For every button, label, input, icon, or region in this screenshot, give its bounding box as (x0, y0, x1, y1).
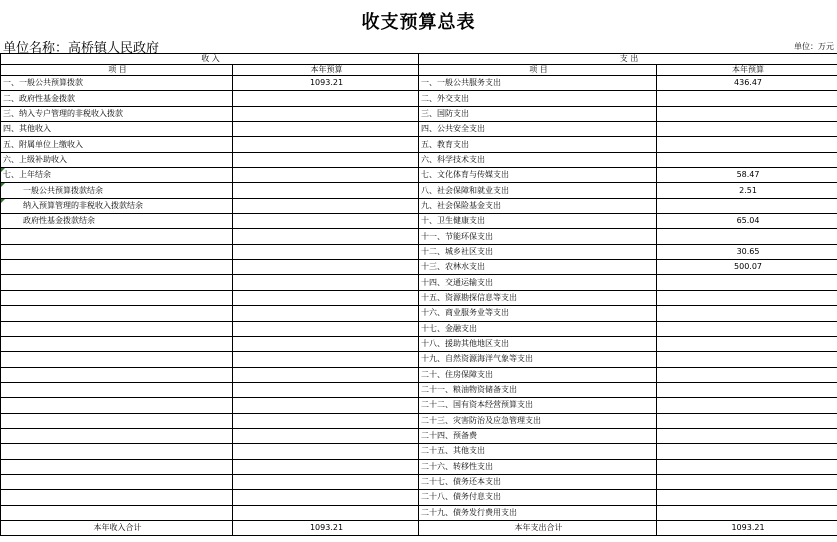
income-item-cell (1, 413, 233, 428)
table-row (1, 505, 837, 520)
expense-item-header: 项 目 (419, 65, 657, 76)
expense-budget-header: 本年预算 (657, 65, 837, 76)
expense-item-cell: 二、外交支出 (419, 91, 657, 106)
section-header-row (1, 54, 837, 65)
income-item-cell (1, 352, 233, 367)
expense-item-cell: 二十九、债务发行费用支出 (419, 505, 657, 520)
expense-budget-cell: 500.07 (657, 260, 837, 275)
expense-item-cell: 十八、援助其他地区支出 (419, 336, 657, 351)
table-row (1, 321, 837, 336)
income-budget-cell (233, 382, 419, 397)
income-budget-cell (233, 137, 419, 152)
table-row (1, 413, 837, 428)
income-item-cell (1, 444, 233, 459)
expense-budget-cell (657, 428, 837, 443)
table-row (1, 490, 837, 505)
table-row (1, 336, 837, 351)
income-budget-cell (233, 106, 419, 121)
page-title: 收支预算总表 (361, 12, 476, 33)
unit-label: 单位：万元 (794, 42, 834, 51)
income-budget-cell (233, 474, 419, 489)
expense-item-cell: 五、教育支出 (419, 137, 657, 152)
income-item-cell: 四、其他收入 (1, 122, 233, 137)
table-row (1, 106, 837, 121)
income-item-cell: 政府性基金拨款结余 (1, 214, 233, 229)
expense-budget-cell (657, 122, 837, 137)
expense-item-cell: 十、卫生健康支出 (419, 214, 657, 229)
expense-item-cell: 十四、交通运输支出 (419, 275, 657, 290)
income-budget-cell (233, 168, 419, 183)
expense-item-cell: 一、一般公共服务支出 (419, 76, 657, 91)
income-item-cell (1, 290, 233, 305)
income-item-cell (1, 336, 233, 351)
income-item-cell: 二、政府性基金拨款 (1, 91, 233, 106)
table-row (1, 183, 837, 198)
income-budget-cell (233, 214, 419, 229)
expense-item-cell: 二十二、国有资本经营预算支出 (419, 398, 657, 413)
table-row (1, 352, 837, 367)
expense-budget-cell (657, 91, 837, 106)
table-row (1, 275, 837, 290)
expense-budget-cell (657, 152, 837, 167)
income-item-cell: 五、附属单位上缴收入 (1, 137, 233, 152)
income-budget-cell (233, 505, 419, 520)
income-budget-cell (233, 459, 419, 474)
expense-budget-cell (657, 336, 837, 351)
budget-table (0, 53, 837, 536)
table-row (1, 76, 837, 91)
table-row (1, 244, 837, 259)
table-row (1, 444, 837, 459)
table-row (1, 398, 837, 413)
income-item-cell: 七、上年结余 (1, 168, 233, 183)
table-row (1, 214, 837, 229)
expense-budget-cell (657, 137, 837, 152)
expense-item-cell: 二十四、预备费 (419, 428, 657, 443)
income-budget-cell (233, 336, 419, 351)
income-item-cell (1, 367, 233, 382)
expense-budget-cell (657, 106, 837, 121)
table-row (1, 91, 837, 106)
income-item-cell (1, 474, 233, 489)
expense-item-cell: 二十三、灾害防治及应急管理支出 (419, 413, 657, 428)
expense-budget-cell (657, 444, 837, 459)
income-budget-cell (233, 275, 419, 290)
table-row (1, 459, 837, 474)
expense-budget-cell (657, 352, 837, 367)
expense-budget-cell (657, 367, 837, 382)
income-budget-cell (233, 122, 419, 137)
income-total-value: 1093.21 (233, 520, 419, 535)
expense-item-cell: 十九、自然资源海洋气象等支出 (419, 352, 657, 367)
expense-total-label: 本年支出合计 (419, 520, 657, 535)
income-budget-cell (233, 183, 419, 198)
expense-budget-cell (657, 459, 837, 474)
expense-item-cell: 二十七、债务还本支出 (419, 474, 657, 489)
income-item-cell: 一般公共预算拨款结余 (1, 183, 233, 198)
expense-budget-cell (657, 321, 837, 336)
expense-budget-cell (657, 413, 837, 428)
income-item-cell (1, 505, 233, 520)
table-row (1, 474, 837, 489)
table-row (1, 152, 837, 167)
expense-budget-cell: 2.51 (657, 183, 837, 198)
income-item-cell: 六、上级补助收入 (1, 152, 233, 167)
income-budget-cell (233, 152, 419, 167)
expense-budget-cell: 58.47 (657, 168, 837, 183)
income-item-cell (1, 382, 233, 397)
table-row (1, 229, 837, 244)
expense-budget-cell (657, 382, 837, 397)
income-item-cell: 一、一般公共预算拨款 (1, 76, 233, 91)
expense-item-cell: 二十一、粮油物资储备支出 (419, 382, 657, 397)
expense-item-cell: 十一、节能环保支出 (419, 229, 657, 244)
expense-budget-cell (657, 505, 837, 520)
expense-budget-cell: 30.65 (657, 244, 837, 259)
income-budget-cell (233, 306, 419, 321)
income-header: 收 入 (1, 54, 419, 65)
expense-budget-cell (657, 275, 837, 290)
expense-item-cell: 二十八、债务付息支出 (419, 490, 657, 505)
unit-name: 单位名称：高桥镇人民政府 (3, 41, 160, 56)
income-item-cell (1, 490, 233, 505)
income-budget-cell (233, 91, 419, 106)
column-header-row (1, 65, 837, 76)
table-row (1, 428, 837, 443)
income-budget-cell (233, 428, 419, 443)
expense-item-cell: 十二、城乡社区支出 (419, 244, 657, 259)
income-item-cell (1, 244, 233, 259)
expense-item-cell: 二十六、转移性支出 (419, 459, 657, 474)
expense-item-cell: 四、公共安全支出 (419, 122, 657, 137)
table-row (1, 367, 837, 382)
expense-item-cell: 二十五、其他支出 (419, 444, 657, 459)
table-row (1, 137, 837, 152)
expense-item-cell: 九、社会保险基金支出 (419, 198, 657, 213)
table-row (1, 306, 837, 321)
expense-header: 支 出 (419, 54, 837, 65)
income-budget-cell (233, 290, 419, 305)
expense-item-cell: 七、文化体育与传媒支出 (419, 168, 657, 183)
income-item-cell (1, 321, 233, 336)
table-row (1, 382, 837, 397)
income-budget-cell (233, 244, 419, 259)
expense-item-cell: 十三、农林水支出 (419, 260, 657, 275)
income-item-cell: 纳入预算管理的非税收入拨款结余 (1, 198, 233, 213)
table-row (1, 198, 837, 213)
income-budget-header: 本年预算 (233, 65, 419, 76)
income-item-cell (1, 275, 233, 290)
income-budget-cell: 1093.21 (233, 76, 419, 91)
income-budget-cell (233, 229, 419, 244)
income-budget-cell (233, 260, 419, 275)
expense-budget-cell (657, 306, 837, 321)
expense-budget-cell (657, 490, 837, 505)
income-budget-cell (233, 398, 419, 413)
income-item-cell (1, 229, 233, 244)
expense-total-value: 1093.21 (657, 520, 837, 535)
income-budget-cell (233, 321, 419, 336)
income-item-cell: 三、纳入专户管理的非税收入拨款 (1, 106, 233, 121)
income-item-cell (1, 398, 233, 413)
income-budget-cell (233, 352, 419, 367)
expense-item-cell: 八、社会保障和就业支出 (419, 183, 657, 198)
table-row (1, 122, 837, 137)
expense-item-cell: 十五、资源勘探信息等支出 (419, 290, 657, 305)
expense-item-cell: 三、国防支出 (419, 106, 657, 121)
expense-budget-cell (657, 229, 837, 244)
expense-item-cell: 二十、住房保障支出 (419, 367, 657, 382)
income-budget-cell (233, 413, 419, 428)
table-row (1, 168, 837, 183)
expense-budget-cell (657, 290, 837, 305)
table-row (1, 290, 837, 305)
expense-budget-cell: 436.47 (657, 76, 837, 91)
expense-budget-cell: 65.04 (657, 214, 837, 229)
expense-budget-cell (657, 198, 837, 213)
expense-item-cell: 六、科学技术支出 (419, 152, 657, 167)
income-total-label: 本年收入合计 (1, 520, 233, 535)
expense-item-cell: 十六、商业服务业等支出 (419, 306, 657, 321)
income-item-cell (1, 459, 233, 474)
income-budget-cell (233, 444, 419, 459)
income-item-cell (1, 306, 233, 321)
income-budget-cell (233, 198, 419, 213)
total-row (1, 520, 837, 535)
expense-budget-cell (657, 474, 837, 489)
expense-item-cell: 十七、金融支出 (419, 321, 657, 336)
income-budget-cell (233, 367, 419, 382)
table-row (1, 260, 837, 275)
income-item-cell (1, 428, 233, 443)
expense-budget-cell (657, 398, 837, 413)
income-item-header: 项 目 (1, 65, 233, 76)
income-item-cell (1, 260, 233, 275)
income-budget-cell (233, 490, 419, 505)
